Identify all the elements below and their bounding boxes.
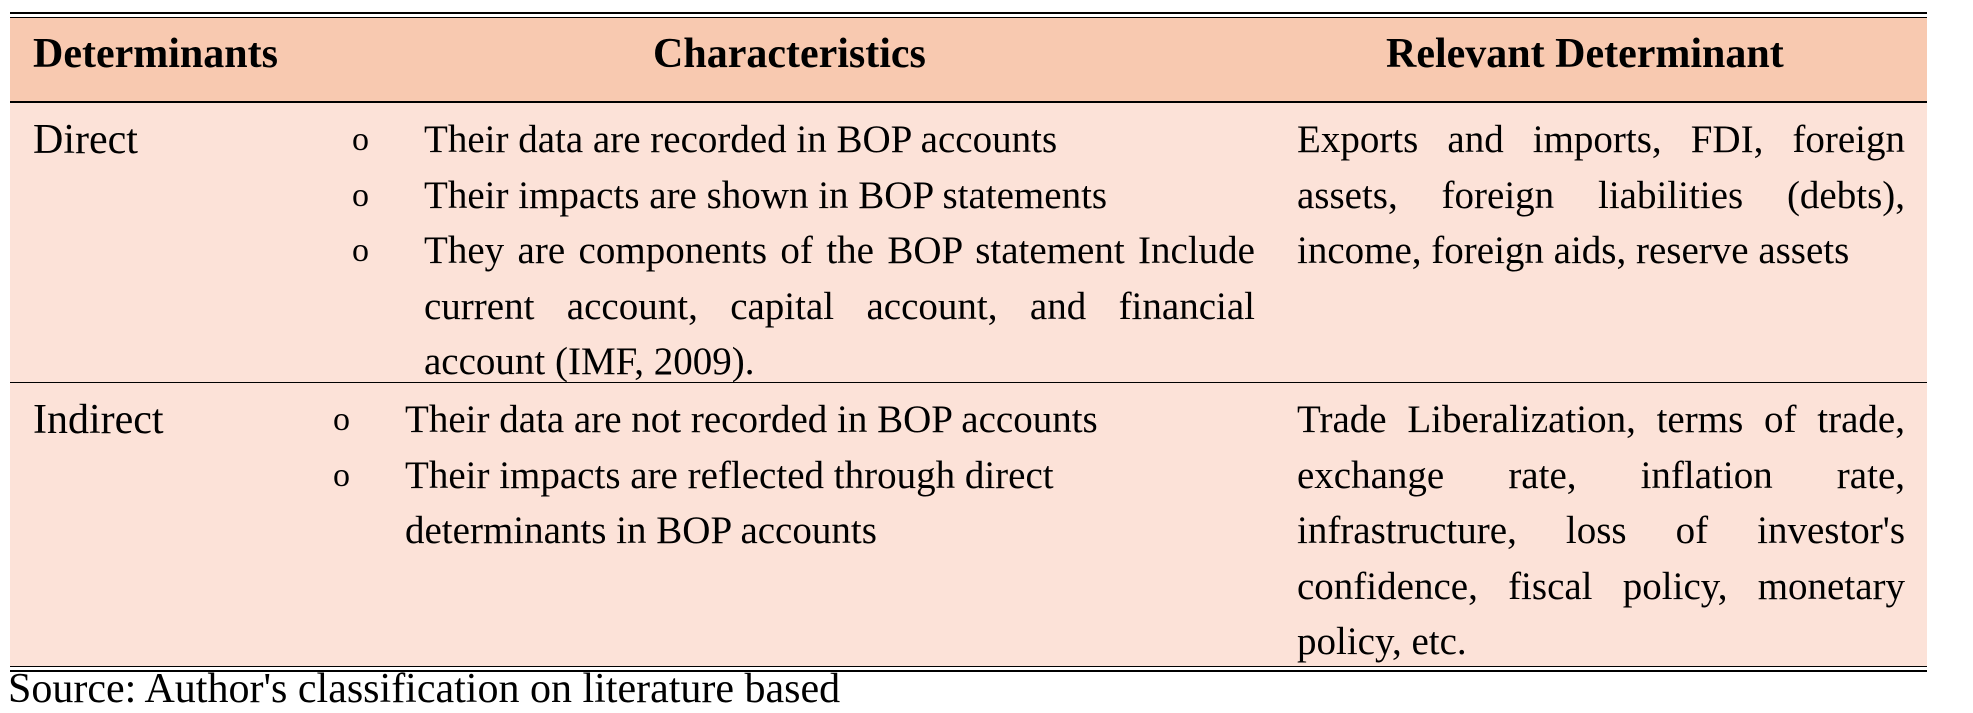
bullet-circle-icon: o [352,121,369,158]
characteristic-text: Their data are recorded in BOP accounts [424,118,1058,161]
source-note: Source: Author's classification on literature based [8,666,841,712]
list-item [352,168,1255,224]
table-row-direct [10,103,1927,383]
header-determinants: Determinants [33,31,278,77]
list-item [333,392,1165,448]
characteristic-text: Their impacts are shown in BOP statements [424,173,1108,217]
bullet-circle-icon: o [352,176,369,214]
table-row-indirect [10,383,1927,666]
characteristics-list-direct [352,112,1255,390]
characteristic-text: Their impacts are reflected through direct determinants in BOP accounts [405,453,1054,552]
header-relevant-determinant: Relevant Determinant [1386,31,1784,77]
determinant-indirect: Indirect [33,397,164,443]
list-item [352,223,1255,390]
relevant-determinant-indirect: Trade Liberalization, terms of trade, exchange rate, inflation rate, infrastructure, loss of investor's confidence, fiscal policy, monetary policy, etc. [1297,398,1905,663]
relevant-determinant-direct: Exports and imports, FDI, foreign assets, foreign liabilities (debts), income, foreign aids, reserve assets [1297,118,1905,272]
determinants-table [10,12,1927,672]
list-item [352,112,1255,168]
characteristic-text: They are components of the BOP statement Include current account, capital account, and financial account (IMF, 2009). [424,229,1255,383]
list-item [333,448,1165,559]
header-characteristics: Characteristics [653,31,926,77]
table-header [10,18,1927,103]
characteristic-text: Their data are not recorded in BOP accounts [405,398,1098,441]
characteristics-list-indirect [333,392,1165,559]
bullet-circle-icon: o [352,232,369,269]
bullet-circle-icon: o [333,456,350,494]
determinant-direct: Direct [33,117,138,163]
bullet-circle-icon: o [333,401,350,438]
